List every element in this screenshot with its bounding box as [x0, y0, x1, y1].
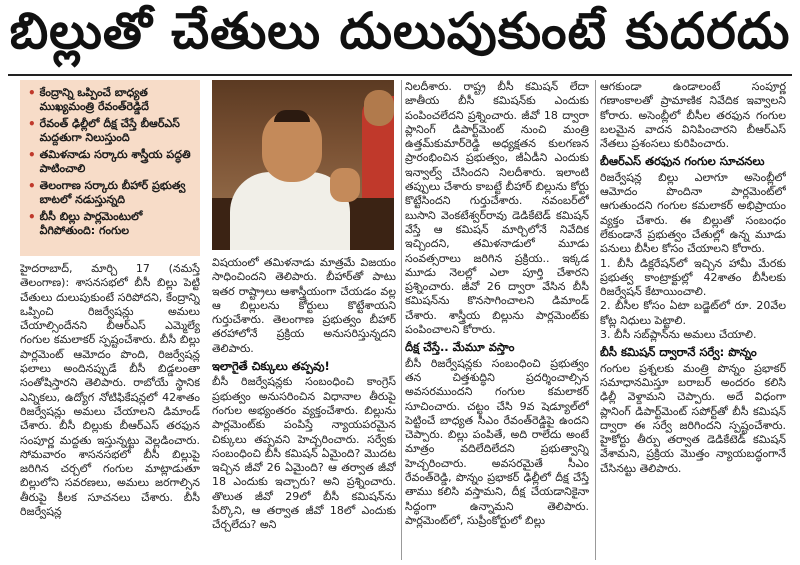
column-divider: [401, 80, 402, 560]
bullet-icon: •: [28, 148, 36, 162]
subheading: బీఆర్ఎస్ తరఫున గంగుల సూచనలు: [600, 154, 765, 169]
bullet-icon: •: [28, 210, 36, 224]
article-column-2: విషయంలో తమిళనాడు మాత్రమే విజయం సాధించిందని తెలిపారు. బీహార్‌తో పాటు ఇతర రాష్ట్రాలు ఆశాస్త్రీయంగా చేయడం వల్ల ఆ బిల్లులను కోర్టులు కొట్టేశాయని గుర్తుచేశారు. తెలంగాణ ప్రభుత్వం బీహార్ తరహాలోనే ప్రక్రియ అనుసరిస్తున్నదని తెలిపారు. ఇలాగైతే చిక్కులు తప్పవు! బీసీ రిజర్వేషన్లకు సంబంధించి కాంగ్రెస్ ప్రభుత్వం అనుసరించిన విధానాల తీరుపై గంగుల అభ్యంతరం వ్యక్తంచేశారు. బిల్లును పార్లమెంట్‌కు పంపిస్తే న్యాయపరమైన చిక్కులు తప్పవని హెచ్చరించారు. సర్వేకు సంబంధించి బీసీ కమిషన్ ఏమైంది? మొదట ఇచ్చిన జీవో 26 ఏమైంది? ఆ తర్వాత జీవో 18 ఎందుకు ఇచ్చారు? అని ప్రశ్నించారు. తొలుత జీవో 29లో బీసీ కమిషన్‌ను పేర్కొని, ఆ తర్వాత జీవో 18లో ఎందుకు చేర్చలేదు? అని: [212, 256, 396, 532]
highlight-item: • కేంద్రాన్ని ఒప్పించే బాధ్యత ముఖ్యమంత్రి రేవంత్‌రెడ్డిదే: [28, 86, 149, 113]
article-column-3: నిలదీశారు. రాష్ట్ర బీసీ కమిషన్ లేదా జాతీయ బీసీ కమిషన్‌కు ఎందుకు పంపించలేదని ప్రశ్నించారు. జీవో 18 ద్వారా ప్లానింగ్ డిపార్ట్‌మెంట్ నుంచి మంత్రి ఉత్తమ్‌కుమార్‌రెడ్డి అధ్యక్షతన కులగణన ప్రారంభించిన ప్రభుత్వం, జీఏడీని ఎందుకు ఇన్వాల్వ్ చేసిందని నిలదీశారు. ఇలాంటి తప్పులు చేశారు కాబట్టే బీహార్ బిల్లును కోర్టు కొట్టేసిందని గుర్తుచేశారు. నవంబర్‌లో బుసాని వెంకటేశ్వర్‌రావు డెడికేటెడ్ కమిషన్ వేస్తే ఆ కమిషన్ మార్చిలోనే నివేదిక ఇచ్చిందని, తమిళనాడులో మూడు సంవత్సరాలు జరిగిన ప్రక్రియ.. ఇక్కడ మూడు నెలల్లో ఎలా పూర్తి చేశారని ప్రశ్నించారు. జీవో 26 ద్వారా వేసిన బీసీ కమిషన్‌ను కొనసాగించాలని డిమాండ్ చేశారు. శాస్త్రీయ బిల్లును పార్లమెంట్‌కు పంపించాలని కోరారు. దీక్ష చేస్తే.. మేమూ వస్తాం బీసీ రిజర్వేషన్లకు సంబంధించి ప్రభుత్వం తన చిత్తశుద్ధిని ప్రదర్శించాల్సిన అవసరముందని గంగుల కమలాకర్ సూచించారు. చట్టం చేసి 9వ షెడ్యూల్‌లో పెట్టించే బాధ్యత సీఎం రేవంత్‌రెడ్డిపై ఉందని చెప్పారు. బిల్లు పంపితే, అది రాలేదు అంటే మాత్రం వదిలేదిలేదని ప్రభుత్వాన్ని హెచ్చరించారు. అవసరమైతే సీఎం రేవంత్‌రెడ్డి, పొన్నం ప్రభాకర్ ఢిల్లీలో దీక్ష చేస్తే తాము కలిసి వస్తామని, దీక్ష చేయడానికైనా సిద్ధంగా ఉన్నామని తెలిపారు. పార్లమెంట్‌లో, సుప్రీంకోర్టులో బిల్లు: [405, 80, 589, 527]
highlight-item: • తమిళనాడు సర్కారు శాస్త్రీయ పద్ధతి పాటించాలి: [28, 148, 191, 175]
column-divider: [595, 80, 596, 560]
article-dateline: హైదరాబాద్, మార్చి 17 (నమస్తే తెలంగాణ): శాసనసభలో బీసీ బిల్లు పెట్టి చేతులు దులుపుకుంటే సరిపోదని, కేంద్రాన్ని ఒప్పించి రిజర్వేషన్లు అమలు చేయాల్సిందేనని బీఆర్ఎస్ ఎమ్మెల్యే గంగుల కమలాకర్ స్పష్టంచేశారు. బీసీ బిల్లు పార్లమెంట్ ఆమోదం పొంది, రిజర్వేషన్ల ఫలాలు అందినప్పుడే బీసీ బిడ్డలంతా సంతోషిస్తారని తెలిపారు. రాబోయే స్థానిక ఎన్నికలు, ఉద్యోగ నోటిఫికేషన్లలో 42శాతం రిజర్వేషన్లు అమలు చేయాలని డిమాండ్ చేశారు. బీసీ బిల్లుకు బీఆర్ఎస్ తరఫున సంపూర్ణ మద్దతు ఇస్తున్నట్టు వెల్లడించారు. సోమవారం శాసనసభలో బీసీ బిల్లుపై జరిగిన చర్చలో గంగుల మాట్లాడుతూ బిల్లులోని సవరణలు, అమలు జరగాల్సిన తీరుపై కీలక సూచనలు చేశారు. బీసీ రిజర్వేషన్ల: [20, 262, 200, 519]
bullet-icon: •: [28, 117, 36, 131]
subheading: బీసీ కమిషన్ ద్వారానే సర్వే: పొన్నం: [600, 345, 757, 360]
photo-caption: విషయంలో తమిళనాడు మాత్రమే విజయం సాధించిందని తెలిపారు. బీహార్‌తో పాటు ఇతర రాష్ట్రాలు ఆశాస్త్రీయంగా చేయడం వల్ల ఆ బిల్లులను కోర్టులు కొట్టేశాయని గుర్తుచేశారు. తెలంగాణ ప్రభుత్వం బీహార్ తరహాలోనే ప్రక్రియ అనుసరిస్తున్నదని తెలిపారు.: [212, 256, 396, 355]
bullet-icon: •: [28, 86, 36, 100]
headline-rule: [8, 74, 792, 76]
highlight-item: • తెలంగాణ సర్కారు బీహార్ ప్రభుత్వ బాటలో నడుస్తున్నది: [28, 179, 186, 206]
list-item: 3. బీసీ సబ్‌ప్లాన్‌ను అమలు చేయాలి.: [600, 328, 757, 342]
article-column-1: [20, 262, 200, 557]
subheading: ఇలాగైతే చిక్కులు తప్పవు!: [212, 359, 330, 374]
article-column-4: ఆగకుండా ఉండాలంటే సంపూర్ణ గణాంకాలతో ప్రామాణిక నివేదిక ఇవ్వాలని కోరారు. అసెంబ్లీలో బీసీల తరఫున గంగుల బలమైన వాదన వినిపించారని బీఆర్ఎస్ నేతలు ప్రశంసలు కురిపించారు. బీఆర్ఎస్ తరఫున గంగుల సూచనలు రిజర్వేషన్ల బిల్లు ఎలాగూ అసెంబ్లీలో ఆమోదం పొందినా పార్లమెంట్‌లో ఆగుతుందని గంగుల కమలాకర్ అభిప్రాయం వ్యక్తం చేశారు. ఈ బిల్లుతో సంబంధం లేకుండానే ప్రభుత్వం చేతుల్లో ఉన్న మూడు పనులు బీసీల కోసం చేయాలని కోరారు. 1. బీసీ డిక్లరేషన్‌లో ఇచ్చిన హామీ మేరకు ప్రభుత్వ కాంట్రాక్టుల్లో 42శాతం బీసీలకు రిజర్వేషన్ కేటాయించాలి. 2. బీసీల కోసం ఏటా బడ్జెట్‌లో రూ. 20వేల కోట్ల నిధులు పెట్టాలి. 3. బీసీ సబ్‌ప్లాన్‌ను అమలు చేయాలి. బీసీ కమిషన్ ద్వారానే సర్వే: పొన్నం గంగుల ప్రశ్నలకు మంత్రి పొన్నం ప్రభాకర్ సమాధానమిస్తూ బరాబర్ అందరం కలిసి ఢిల్లీ వెళ్దామని చెప్పారు. అదే విధంగా ప్లానింగ్ డిపార్ట్‌మెంట్ సపోర్ట్‌తో బీసీ కమిషన్ ద్వారా ఈ సర్వే జరిగిందని స్పష్టంచేశారు. హైకోర్టు తీర్పు తర్వాత డెడికేటెడ్ కమిషన్ వేశామని, ప్రక్రియ మొత్తం న్యాయబద్ధంగానే చేసినట్టు తెలిపారు.: [600, 80, 786, 475]
subheading: దీక్ష చేస్తే.. మేమూ వస్తాం: [405, 340, 515, 355]
headline: బిల్లుతో చేతులు దులుపుకుంటే కుదరదు: [9, 1, 791, 60]
highlight-item: • రేవంత్ ఢిల్లీలో దీక్ష చేస్తే బీఆర్ఎస్ మద్దతుగా నిలుస్తుంది: [28, 117, 180, 144]
list-item: 2. బీసీల కోసం ఏటా బడ్జెట్‌లో రూ. 20వేల కోట్ల నిధులు పెట్టాలి.: [600, 299, 786, 327]
list-item: 1. బీసీ డిక్లరేషన్‌లో ఇచ్చిన హామీ మేరకు ప్రభుత్వ కాంట్రాక్టుల్లో 42శాతం బీసీలకు రిజర్వేషన్ కేటాయించాలి.: [600, 256, 786, 299]
speaker-photo: [212, 80, 394, 250]
highlights-box: [20, 80, 200, 256]
highlight-item: • బీసీ బిల్లు పార్లమెంటులో వీగిపోతుంది: గంగుల: [28, 210, 143, 237]
bullet-icon: •: [28, 179, 36, 193]
